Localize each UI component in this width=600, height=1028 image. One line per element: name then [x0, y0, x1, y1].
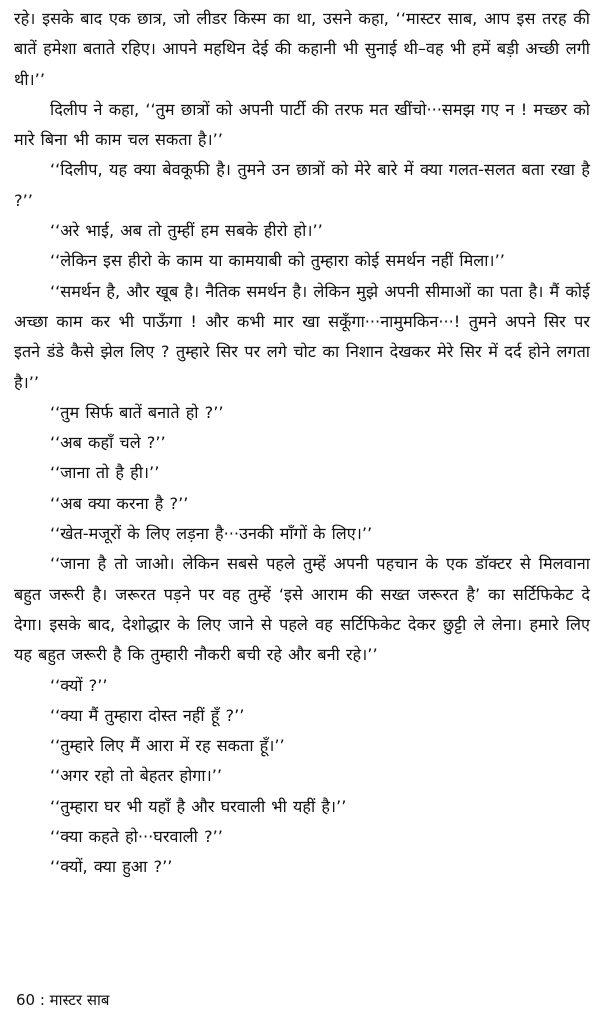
page-body-text — [14, 4, 590, 883]
paragraph: दिलीप ने कहा, ‘‘तुम छात्रों को अपनी पार्टी की तरफ मत खींचो···समझ गए न ! मच्छर को मारे बिना भी काम चल सकता है।’’ — [14, 99, 590, 150]
paragraph: ‘‘क्यों ?’’ — [50, 675, 108, 695]
paragraph: रहे। इसके बाद एक छात्र, जो लीडर किस्म का था, उसने कहा, ‘‘मास्टर साब, आप इस तरह की बातें हमेशा बताते रहिए। आपने महथिन देई की कहानी भी सुनाई थी–वह भी हमें बड़ी अच्छी लगी थी।’’ — [14, 9, 590, 89]
paragraph: ‘‘तुम सिर्फ बातें बनाते हो ?’’ — [50, 402, 224, 422]
paragraph: ‘‘अगर रहो तो बेहतर होगा।’’ — [50, 766, 223, 786]
paragraph: ‘‘क्या मैं तुम्हारा दोस्त नहीं हूँ ?’’ — [50, 705, 245, 725]
paragraph: ‘‘जाना है तो जाओ। लेकिन सबसे पहले तुम्हें अपनी पहचान के एक डॉक्टर से मिलवाना बहुत जरूरी है। जरूरत पड़ने पर वह तुम्हें ‘इसे आराम की सख्त जरूरत है’ का सर्टिफिकेट दे देगा। इसके बाद, देशोद्धार के लिए जाने से पहले वह सर्टिफिकेट देकर छुट्टी ले लेना। हमारे लिए यह बहुत जरूरी है कि तुम्हारी नौकरी बची रहे और बनी रहे।’’ — [14, 554, 590, 665]
paragraph: ‘‘अरे भाई, अब तो तुम्हीं हम सबके हीरो हो।’’ — [50, 221, 323, 241]
paragraph: ‘‘क्यों, क्या हुआ ?’’ — [50, 857, 173, 877]
page-footer: 60 : मास्टर साब — [16, 991, 110, 1009]
paragraph: ‘‘दिलीप, यह क्या बेवकूफी है। तुमने उन छात्रों को मेरे बारे में क्या गलत-सलत बता रखा है ?’’ — [14, 160, 590, 210]
paragraph: ‘‘तुम्हारा घर भी यहाँ है और घरवाली भी यहीं है।’’ — [50, 796, 347, 816]
paragraph: ‘‘समर्थन है, और खूब है। नैतिक समर्थन है। लेकिन मुझे अपनी सीमाओं का पता है। मैं कोई अच्छा काम कर भी पाऊँगा ! और कभी मार खा सकूँगा···नामुमकिन···! तुमने अपने सिर पर इतने डंडे कैसे झेल लिए ? तुम्हारे सिर पर लगे चोट का निशान देखकर मेरे सिर में दर्द होने लगता है।’’ — [14, 281, 590, 392]
paragraph: ‘‘तुम्हारे लिए मैं आरा में रह सकता हूँ।’’ — [50, 736, 285, 756]
paragraph: ‘‘लेकिन इस हीरो के काम या कामयाबी को तुम्हारा कोई समर्थन नहीं मिला।’’ — [50, 251, 505, 271]
paragraph: ‘‘जाना तो है ही।’’ — [50, 463, 160, 483]
paragraph: ‘‘अब क्या करना है ?’’ — [50, 493, 189, 513]
paragraph: ‘‘खेत-मजूरों के लिए लड़ना है···उनकी माँगों के लिए।’’ — [50, 524, 373, 544]
paragraph: ‘‘अब कहाँ चले ?’’ — [50, 433, 166, 453]
paragraph: ‘‘क्या कहते हो···घरवाली ?’’ — [50, 827, 223, 847]
